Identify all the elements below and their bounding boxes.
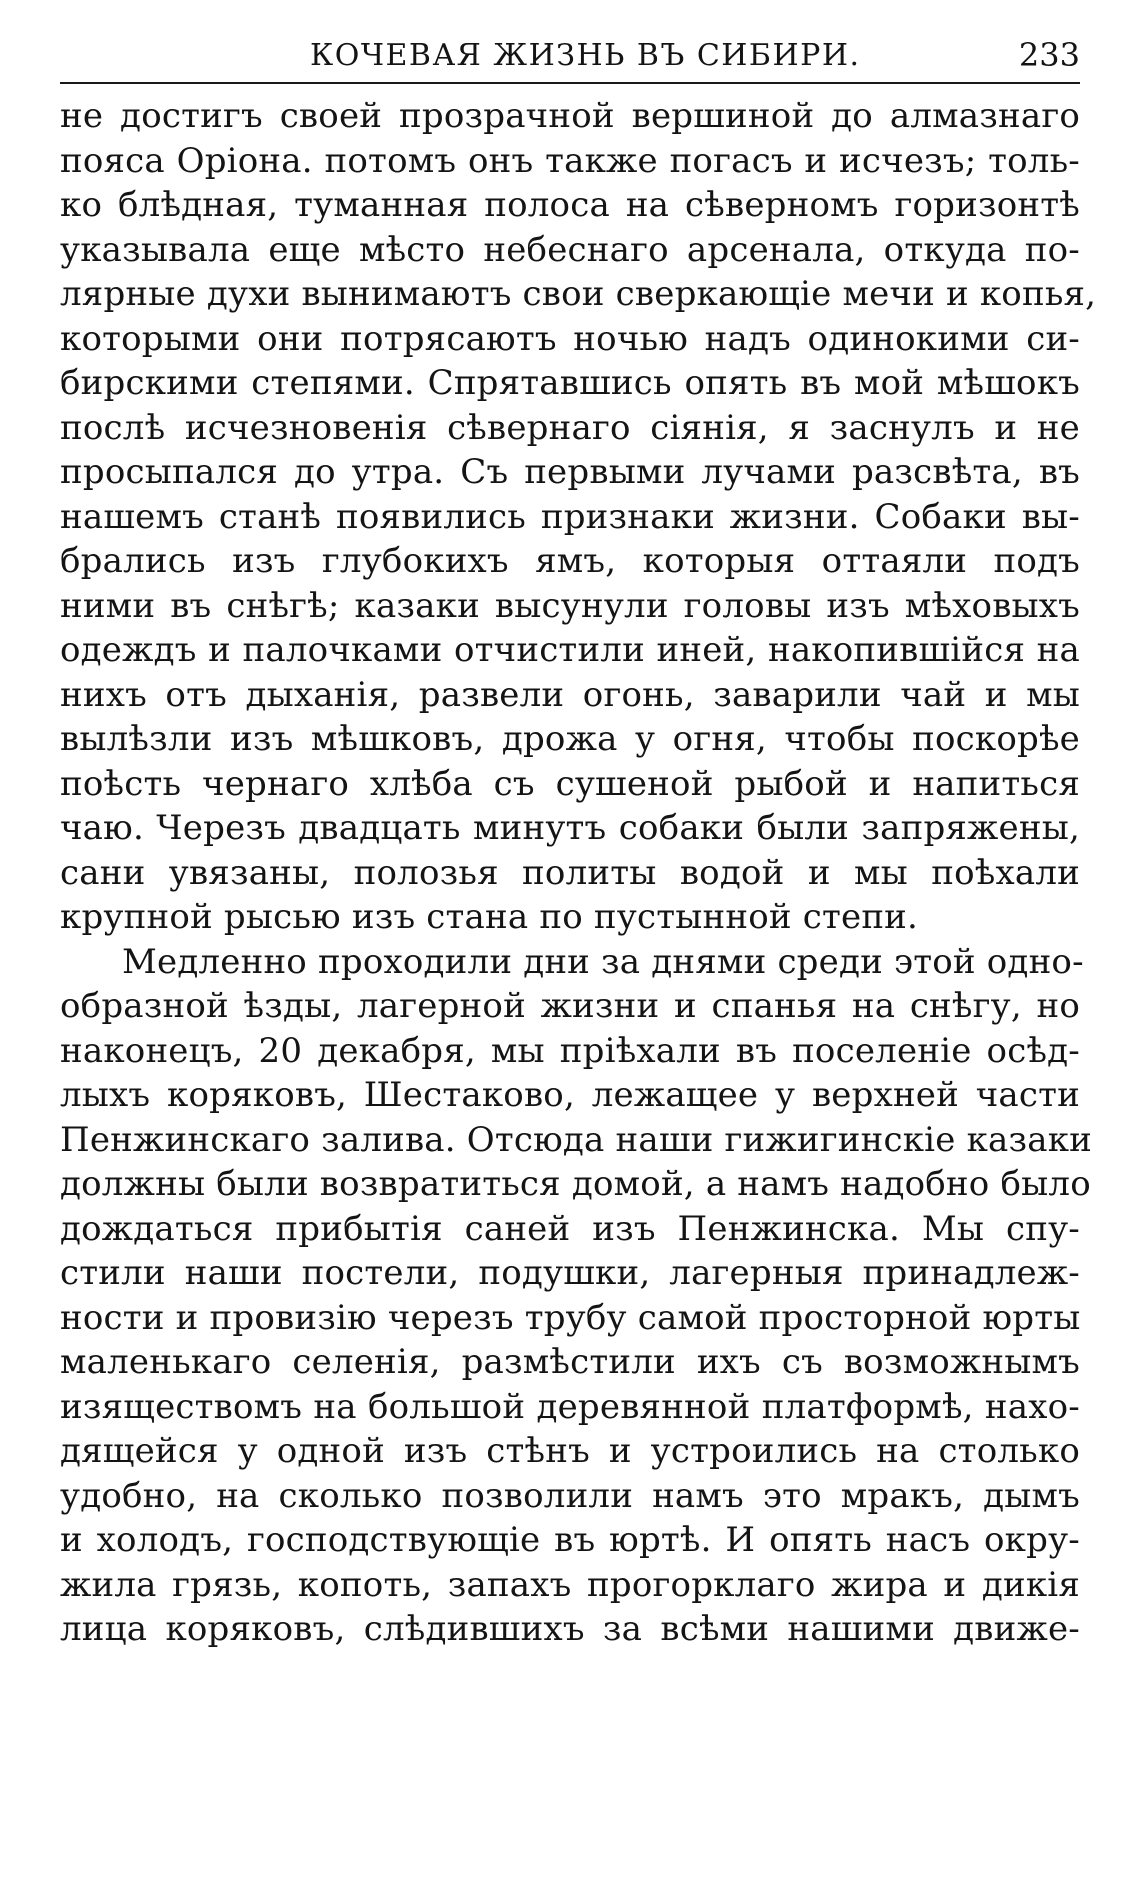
text-line: Пенжинскаго залива. Отсюда наши гижигинскіе казаки	[60, 1119, 1093, 1160]
text-line: ними въ снѣгѣ; казаки высунули головы изъ мѣховыхъ	[60, 585, 1080, 626]
text-line: образной ѣзды, лагерной жизни и спанья на снѣгу, но	[60, 986, 1080, 1026]
text-line: сани увязаны, полозья политы водой и мы поѣхали	[60, 852, 1080, 893]
text-line: указывала еще мѣсто небеснаго арсенала, откуда по-	[60, 229, 1080, 270]
text-line: одеждъ и палочками отчистили иней, накопившійся на	[60, 630, 1080, 670]
text-line: лица коряковъ, слѣдившихъ за всѣми нашими движе-	[60, 1609, 1080, 1649]
text-line: бирскими степями. Спрятавшись опять въ мой мѣшокъ	[60, 363, 1080, 403]
text-line: ко блѣдная, туманная полоса на сѣверномъ горизонтѣ	[60, 185, 1080, 225]
text-line: брались изъ глубокихъ ямъ, которыя оттаяли подъ	[60, 541, 1080, 581]
paragraph-2	[60, 940, 1093, 1652]
text-line: дождаться прибытія саней изъ Пенжинска. Мы спу-	[60, 1208, 1080, 1249]
text-line: стили наши постели, подушки, лагерныя принадлеж-	[60, 1253, 1080, 1293]
text-line: лыхъ коряковъ, Шестаково, лежащее у верхней части	[60, 1075, 1080, 1115]
text-line: вылѣзли изъ мѣшковъ, дрожа у огня, чтобы поскорѣе	[60, 719, 1080, 759]
text-line: дящейся у одной изъ стѣнъ и устроились на столько	[60, 1431, 1080, 1471]
page-number: 233	[1018, 36, 1080, 74]
running-title: КОЧЕВАЯ ЖИЗНЬ ВЪ СИБИРИ.	[310, 38, 861, 73]
text-line: и холодъ, господствующіе въ юртѣ. И опять насъ окру-	[60, 1520, 1080, 1560]
text-line: маленькаго селенія, размѣстили ихъ съ возможнымъ	[60, 1342, 1080, 1382]
text-line: поѣсть чернаго хлѣба съ сушеной рыбой и напиться	[60, 763, 1080, 804]
text-line: ности и провизію черезъ трубу самой просторной юрты	[60, 1297, 1081, 1338]
text-line: удобно, на сколько позволили намъ это мракъ, дымъ	[60, 1475, 1080, 1516]
text-line: должны были возвратиться домой, а намъ надобно было	[60, 1164, 1091, 1204]
paragraph-1	[60, 94, 1097, 940]
text-line: наконецъ, 20 декабря, мы пріѣхали въ поселеніе осѣд-	[60, 1030, 1080, 1071]
text-line: нашемъ станѣ появились признаки жизни. Собаки вы-	[60, 496, 1080, 537]
text-line: не достигъ своей прозрачной вершиной до алмазнаго	[60, 96, 1080, 136]
text-line: которыми они потрясаютъ ночью надъ одинокими си-	[60, 318, 1080, 359]
book-page	[60, 30, 1097, 1850]
text-line: Медленно проходили дни за днями среди этой одно-	[122, 941, 1084, 982]
text-line: нихъ отъ дыханія, развели огонь, заварили чай и мы	[60, 674, 1080, 715]
running-head	[60, 30, 1080, 84]
text-line: крупной рысью изъ стана по пустынной степи.	[60, 897, 919, 937]
text-line: изяществомъ на большой деревянной платформѣ, нахо-	[60, 1386, 1080, 1427]
text-line: просыпался до утра. Съ первыми лучами разсвѣта, въ	[60, 452, 1080, 492]
text-line: жила грязь, копоть, запахъ прогорклаго жира и дикія	[60, 1564, 1080, 1605]
text-line: послѣ исчезновенія сѣвернаго сіянія, я заснулъ и не	[60, 407, 1080, 448]
text-line: лярные духи вынимаютъ свои сверкающіе мечи и копья,	[60, 274, 1097, 314]
text-line: чаю. Черезъ двадцать минутъ собаки были запряжены,	[60, 808, 1080, 848]
text-line: пояса Оріона. потомъ онъ также погасъ и исчезъ; толь-	[60, 140, 1080, 181]
body-text	[60, 94, 1097, 1652]
